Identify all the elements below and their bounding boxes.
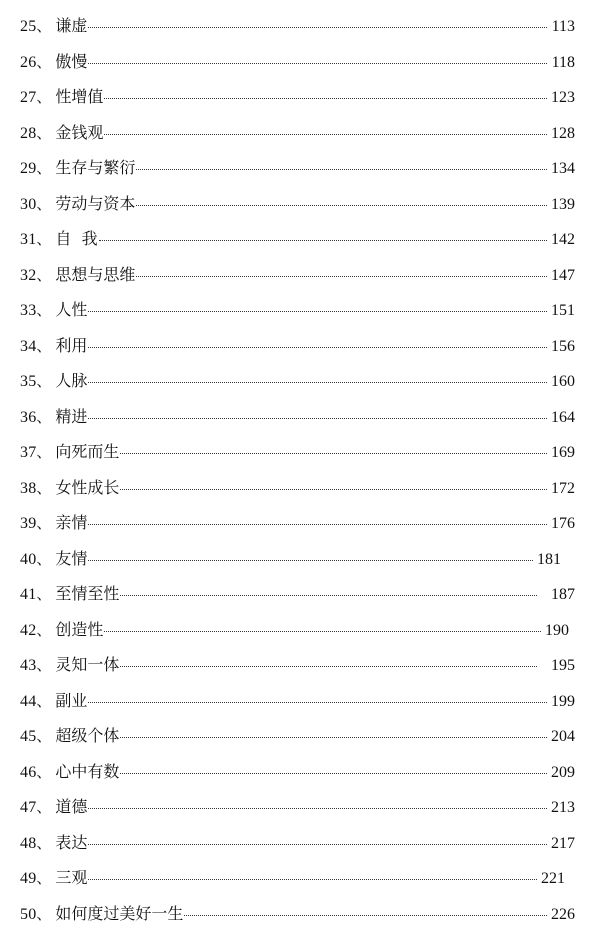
- toc-entry-number: 35: [20, 373, 37, 390]
- toc-entry-page: 226: [551, 905, 575, 923]
- toc-entry-page: 128: [551, 124, 575, 142]
- toc-entry[interactable]: [20, 8, 575, 44]
- toc-dot-leader: [88, 26, 547, 28]
- toc-entry-number: 42: [20, 621, 37, 639]
- toc-dot-leader: [120, 594, 537, 596]
- toc-entry-separator: 、: [36, 17, 52, 35]
- toc-entry[interactable]: [20, 399, 575, 435]
- toc-entry-page: 134: [551, 160, 575, 177]
- toc-entry-page: 142: [551, 231, 575, 248]
- toc-dot-leader: [88, 523, 547, 525]
- toc-entry-page: 151: [551, 302, 575, 319]
- toc-entry-separator: 、: [36, 88, 52, 106]
- toc-entry-page: 160: [551, 373, 575, 390]
- toc-dot-leader: [88, 559, 533, 561]
- toc-entry[interactable]: [20, 754, 575, 790]
- toc-entry-number: 25: [20, 18, 37, 35]
- toc-entry-page: 147: [551, 266, 575, 284]
- toc-entry-page: 164: [551, 408, 575, 426]
- toc-entry-title: 道德: [55, 797, 88, 816]
- toc-entry-page: 204: [551, 728, 575, 745]
- toc-entry-number: 33: [20, 302, 37, 319]
- toc-entry-number: 49: [20, 870, 37, 887]
- toc-entry[interactable]: [20, 363, 575, 399]
- toc-entry[interactable]: [20, 789, 575, 825]
- toc-entry-page: 113: [551, 18, 575, 35]
- toc-dot-leader: [120, 488, 547, 490]
- toc-entry-separator: 、: [36, 194, 52, 213]
- toc-entry-separator: 、: [36, 727, 52, 745]
- toc-entry-separator: 、: [36, 123, 52, 142]
- toc-entry[interactable]: [20, 576, 575, 612]
- toc-entry-separator: 、: [36, 478, 52, 497]
- toc-entry-number: 27: [20, 89, 37, 106]
- toc-entry-page: 123: [551, 89, 575, 106]
- toc-entry-separator: 、: [36, 549, 52, 568]
- toc-entry[interactable]: [20, 612, 575, 648]
- toc-entry-title: 思想与思维: [55, 264, 136, 284]
- toc-entry-page: 169: [551, 444, 575, 461]
- toc-entry-separator: 、: [36, 585, 52, 603]
- toc-dot-leader: [104, 133, 547, 135]
- toc-entry-page: 221: [541, 870, 565, 887]
- toc-entry-title: 超级个体: [55, 726, 120, 745]
- toc-entry-number: 46: [20, 763, 37, 781]
- toc-entry[interactable]: [20, 505, 575, 541]
- toc-entry-title: 心中有数: [55, 761, 120, 781]
- toc-entry-page: 199: [551, 692, 575, 710]
- toc-entry-page: 181: [537, 550, 561, 568]
- toc-entry-title: 傲慢: [55, 51, 88, 71]
- toc-entry-separator: 、: [36, 904, 52, 923]
- toc-entry-title: 创造性: [55, 619, 104, 639]
- toc-entry-number: 45: [20, 728, 37, 745]
- toc-entry-number: 50: [20, 905, 37, 923]
- toc-entry-title: 人性: [55, 300, 88, 319]
- toc-entry-page: 217: [551, 834, 575, 852]
- toc-dot-leader: [88, 62, 547, 64]
- toc-entry-title: 向死而生: [55, 442, 120, 461]
- toc-entry-title: 表达: [55, 832, 88, 852]
- toc-entry-number: 38: [20, 479, 37, 497]
- toc-entry[interactable]: [20, 221, 575, 257]
- toc-entry[interactable]: [20, 860, 575, 896]
- toc-entry-number: 43: [20, 657, 37, 674]
- toc-entry[interactable]: [20, 647, 575, 683]
- toc-entry-title: 劳动与资本: [55, 193, 136, 213]
- toc-entry-number: 48: [20, 834, 37, 852]
- toc-entry-separator: 、: [36, 52, 52, 71]
- toc-entry-number: 34: [20, 337, 37, 355]
- toc-dot-leader: [88, 807, 547, 809]
- toc-entry-title: 利用: [55, 335, 88, 355]
- toc-entry[interactable]: [20, 896, 575, 932]
- toc-entry[interactable]: [20, 328, 575, 364]
- toc-entry-number: 44: [20, 692, 37, 710]
- toc-dot-leader: [136, 275, 547, 277]
- toc-dot-leader: [120, 452, 547, 454]
- toc-entry-title: 性增值: [55, 87, 104, 106]
- toc-dot-leader: [120, 736, 547, 738]
- toc-dot-leader: [88, 701, 547, 703]
- toc-entry-separator: 、: [36, 762, 52, 781]
- toc-entry-separator: 、: [36, 159, 52, 177]
- toc-entry-title: 女性成长: [55, 477, 120, 497]
- toc-entry-title: 自 我: [55, 229, 98, 248]
- toc-entry-number: 40: [20, 550, 37, 568]
- toc-entry[interactable]: [20, 683, 575, 719]
- toc-entry-page: 187: [551, 586, 575, 603]
- toc-entry[interactable]: [20, 434, 575, 470]
- toc-dot-leader: [88, 310, 547, 312]
- toc-entry[interactable]: [20, 115, 575, 151]
- toc-dot-leader: [104, 97, 547, 99]
- toc-entry-number: 37: [20, 444, 37, 461]
- toc-dot-leader: [88, 843, 547, 845]
- toc-entry-number: 28: [20, 124, 37, 142]
- toc-dot-leader: [184, 914, 547, 916]
- toc-entry-page: 139: [551, 195, 575, 213]
- toc-entry[interactable]: [20, 257, 575, 293]
- toc-dot-leader: [88, 346, 547, 348]
- toc-entry-number: 29: [20, 160, 37, 177]
- toc-entry-number: 32: [20, 266, 37, 284]
- toc-entry[interactable]: [20, 718, 575, 754]
- toc-dot-leader: [99, 239, 547, 241]
- toc-entry-page: 176: [551, 515, 575, 532]
- toc-entry-title: 灵知一体: [55, 655, 120, 674]
- table-of-contents: [20, 8, 575, 931]
- toc-entry-separator: 、: [36, 265, 52, 284]
- toc-entry[interactable]: [20, 44, 575, 80]
- toc-entry-page: 156: [551, 337, 575, 355]
- toc-entry[interactable]: [20, 292, 575, 328]
- toc-entry[interactable]: [20, 541, 575, 577]
- toc-dot-leader: [88, 381, 547, 383]
- toc-entry-separator: 、: [36, 620, 52, 639]
- toc-entry-number: 36: [20, 408, 37, 426]
- toc-entry-title: 生存与繁衍: [55, 158, 136, 177]
- toc-entry-separator: 、: [36, 407, 52, 426]
- toc-entry-number: 30: [20, 195, 37, 213]
- toc-entry-number: 26: [20, 53, 37, 71]
- toc-entry-separator: 、: [36, 833, 52, 852]
- toc-dot-leader: [88, 417, 547, 419]
- toc-entry-separator: 、: [36, 230, 52, 248]
- toc-entry-number: 39: [20, 515, 37, 532]
- toc-entry-title: 三观: [55, 868, 88, 887]
- toc-dot-leader: [136, 204, 547, 206]
- toc-entry-separator: 、: [36, 301, 52, 319]
- toc-dot-leader: [104, 630, 541, 632]
- toc-entry[interactable]: [20, 150, 575, 186]
- toc-entry-title: 谦虚: [55, 16, 88, 35]
- toc-entry[interactable]: [20, 470, 575, 506]
- toc-entry-page: 118: [551, 53, 575, 71]
- toc-entry-title: 人脉: [55, 371, 88, 390]
- toc-entry-separator: 、: [36, 336, 52, 355]
- toc-entry-title: 如何度过美好一生: [55, 903, 184, 923]
- toc-entry-number: 41: [20, 586, 37, 603]
- toc-entry-page: 190: [545, 621, 569, 639]
- toc-entry-number: 31: [20, 231, 37, 248]
- toc-entry-title: 金钱观: [55, 122, 104, 142]
- toc-dot-leader: [88, 878, 537, 880]
- toc-entry-title: 友情: [55, 548, 88, 568]
- toc-entry[interactable]: [20, 186, 575, 222]
- toc-entry-page: 195: [551, 657, 575, 674]
- toc-dot-leader: [120, 772, 547, 774]
- toc-entry-title: 副业: [55, 690, 88, 710]
- toc-entry-number: 47: [20, 799, 37, 816]
- toc-entry-separator: 、: [36, 691, 52, 710]
- toc-entry-title: 至情至性: [55, 584, 120, 603]
- toc-dot-leader: [120, 665, 537, 667]
- toc-dot-leader: [136, 168, 547, 170]
- toc-entry-separator: 、: [36, 443, 52, 461]
- toc-entry-separator: 、: [36, 514, 52, 532]
- toc-entry[interactable]: [20, 79, 575, 115]
- toc-entry-page: 209: [551, 763, 575, 781]
- toc-entry-separator: 、: [36, 869, 52, 887]
- toc-entry-separator: 、: [36, 798, 52, 816]
- toc-entry-title: 精进: [55, 406, 88, 426]
- toc-entry[interactable]: [20, 825, 575, 861]
- toc-entry-page: 213: [551, 799, 575, 816]
- toc-entry-page: 172: [551, 479, 575, 497]
- toc-entry-separator: 、: [36, 656, 52, 674]
- toc-entry-title: 亲情: [55, 513, 88, 532]
- toc-entry-separator: 、: [36, 372, 52, 390]
